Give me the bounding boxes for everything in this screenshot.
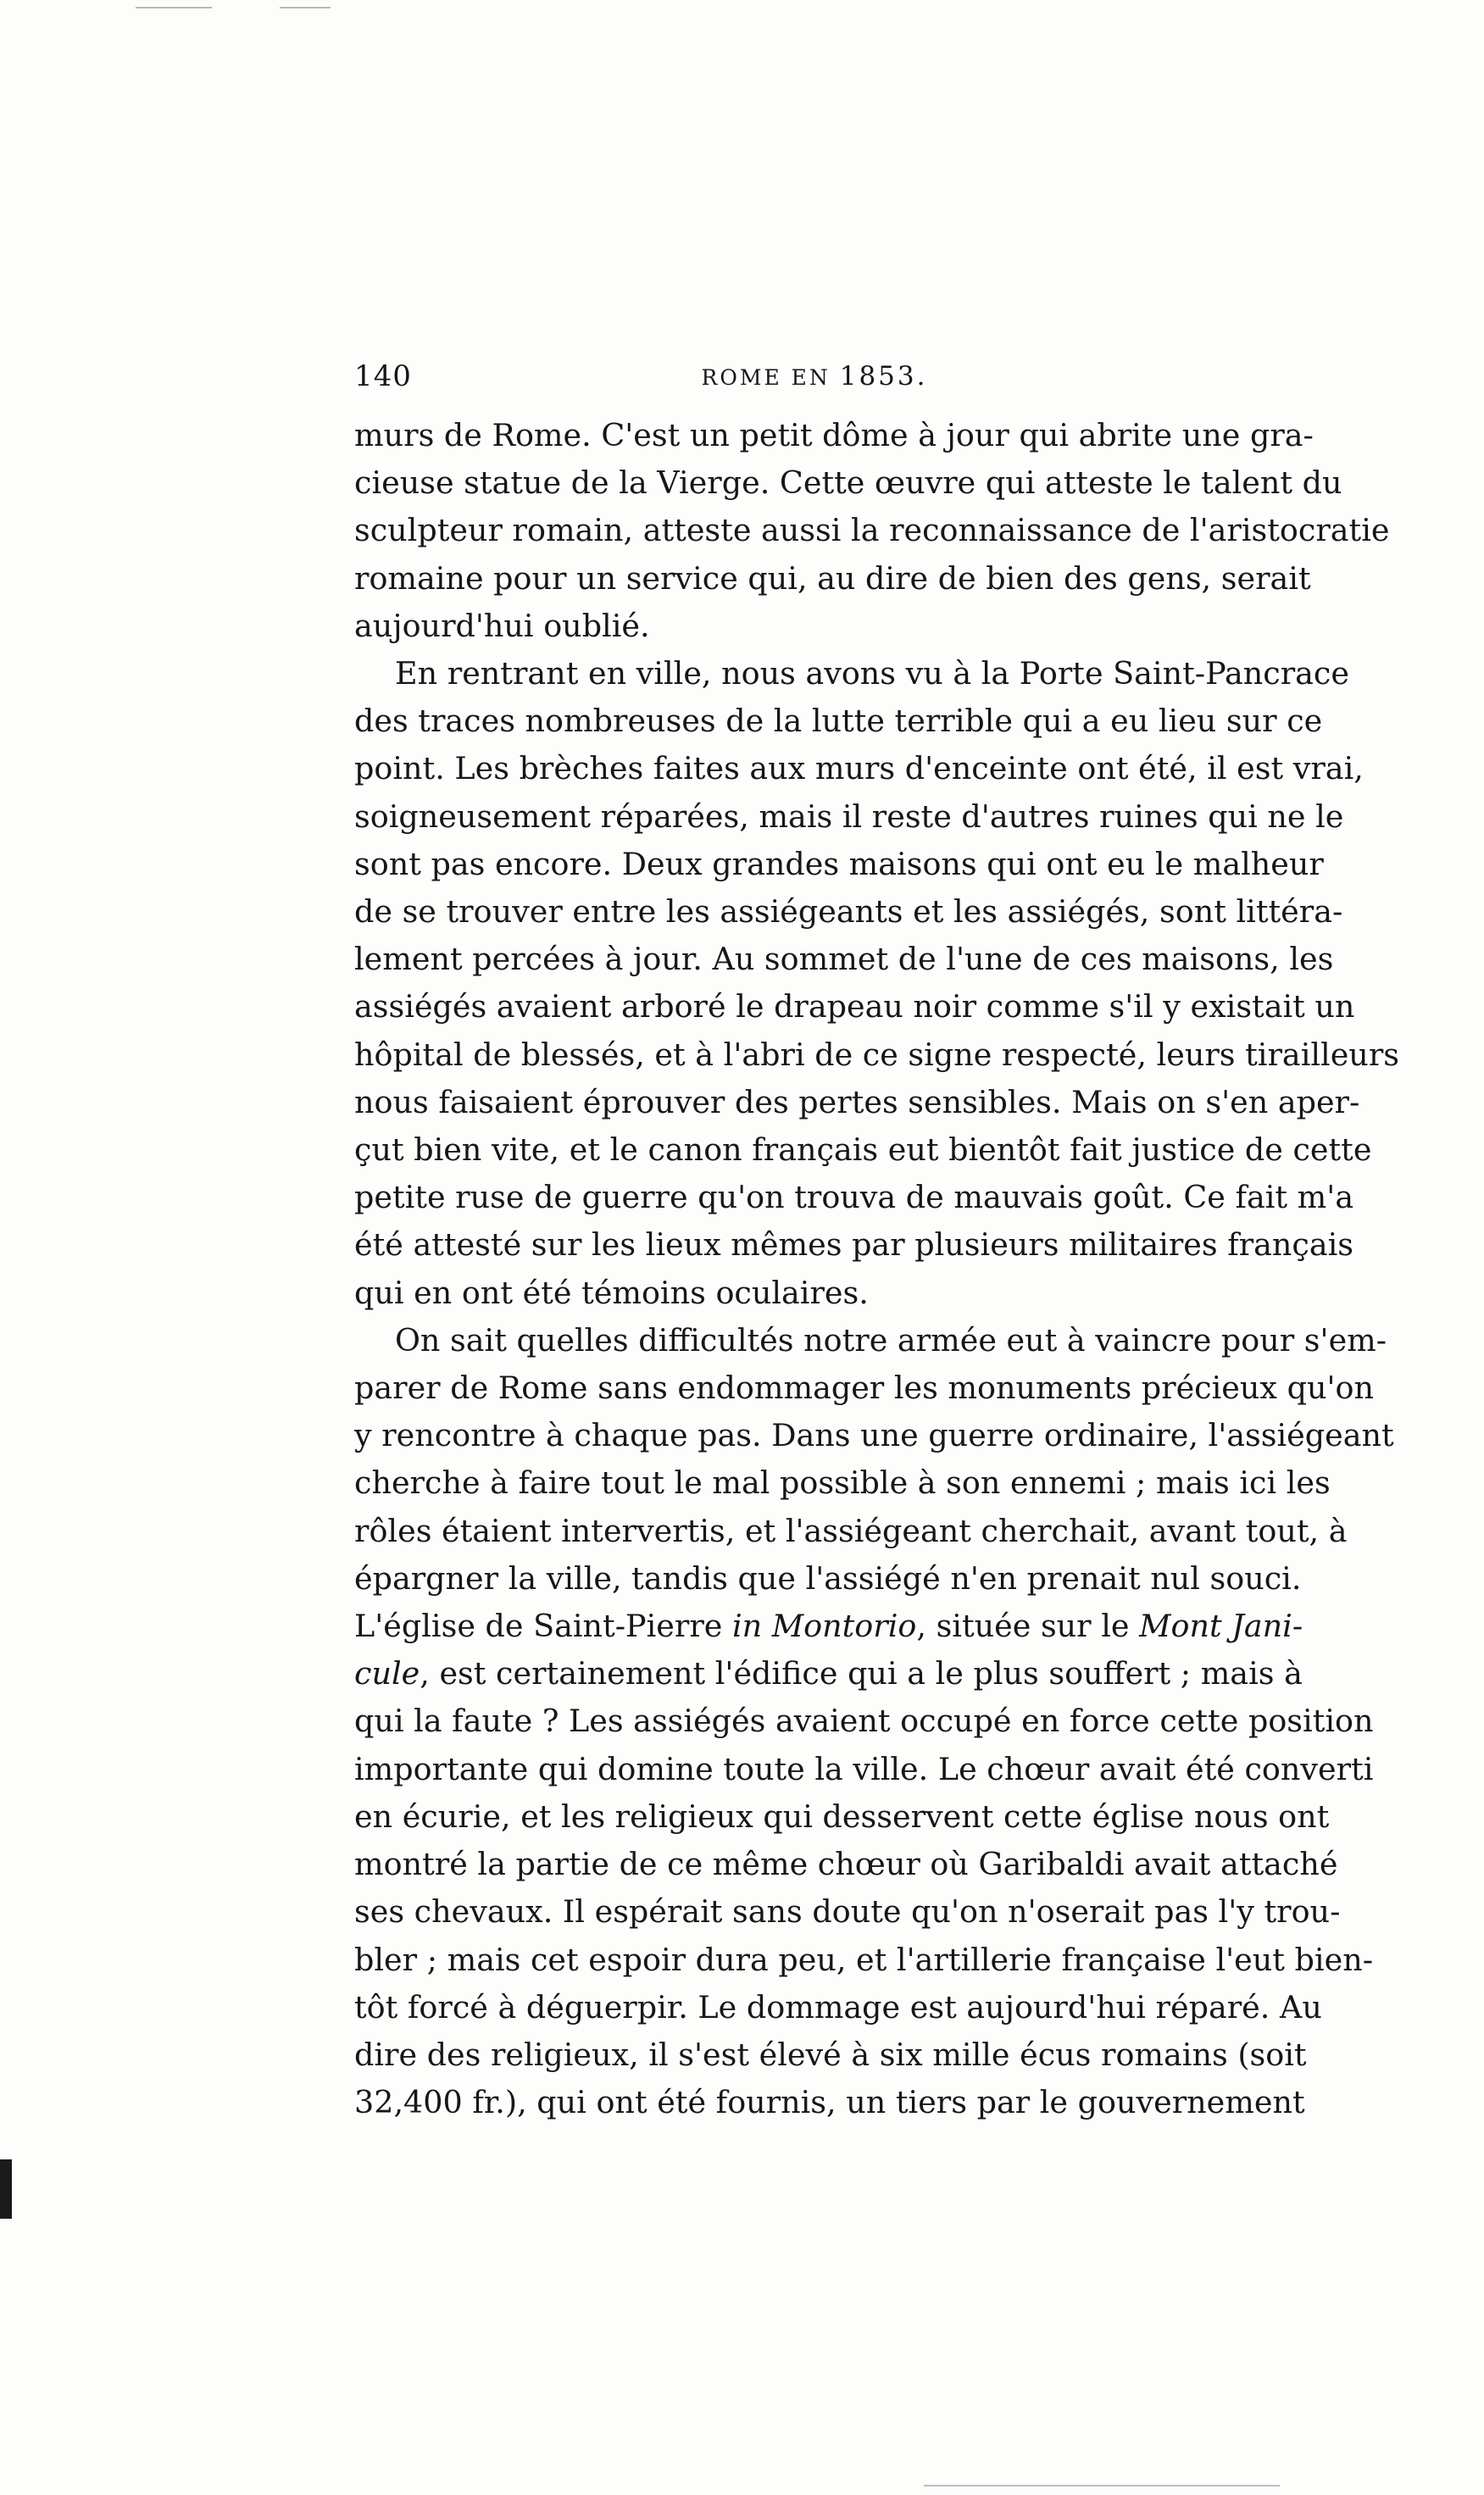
text-line: soigneusement réparées, mais il reste d'autres ruines qui ne le bbox=[354, 797, 1344, 835]
text-line: aujourd'hui oublié. bbox=[354, 607, 650, 644]
scan-edge-top bbox=[136, 7, 212, 8]
paragraph bbox=[354, 1317, 1394, 2126]
page-number: 140 bbox=[354, 359, 412, 393]
text-line: épargner la ville, tandis que l'assiégé n'en prenait nul souci. bbox=[354, 1559, 1302, 1597]
text-line: En rentrant en ville, nous avons vu à la Porte Saint-Pancrace bbox=[395, 655, 1349, 692]
text-line: cieuse statue de la Vierge. Cette œuvre qui atteste le talent du bbox=[354, 464, 1342, 502]
text-line: assiégés avaient arboré le drapeau noir comme s'il y existait un bbox=[354, 988, 1355, 1025]
text-line: sculpteur romain, atteste aussi la reconnaissance de l'aristocratie bbox=[354, 512, 1390, 549]
text-line: cule, est certainement l'édifice qui a le plus souffert ; mais à bbox=[354, 1655, 1303, 1692]
text-line: point. Les brèches faites aux murs d'enceinte ont été, il est vrai, bbox=[354, 750, 1364, 787]
running-title-main: ROME EN bbox=[701, 365, 840, 390]
text-line: çut bien vite, et le canon français eut bientôt fait justice de cette bbox=[354, 1131, 1372, 1169]
text-line: lement percées à jour. Au sommet de l'une de ces maisons, les bbox=[354, 941, 1334, 978]
text-line: ses chevaux. Il espérait sans doute qu'on n'oserait pas l'y trou- bbox=[354, 1893, 1341, 1931]
text-line: 32,400 fr.), qui ont été fournis, un tiers par le gouvernement bbox=[354, 2084, 1305, 2121]
scan-edge-top bbox=[280, 7, 331, 8]
text-line: petite ruse de guerre qu'on trouva de mauvais goût. Ce fait m'a bbox=[354, 1179, 1354, 1216]
scan-edge-mark bbox=[0, 2159, 12, 2219]
text-line: bler ; mais cet espoir dura peu, et l'artillerie française l'eut bien- bbox=[354, 1941, 1374, 1978]
paragraph bbox=[354, 412, 1390, 650]
text-line: été attesté sur les lieux mêmes par plusieurs militaires français bbox=[354, 1226, 1354, 1264]
text-line: y rencontre à chaque pas. Dans une guerre ordinaire, l'assiégeant bbox=[354, 1417, 1394, 1454]
text-line: tôt forcé à déguerpir. Le dommage est aujourd'hui réparé. Au bbox=[354, 1988, 1322, 2025]
text-line: murs de Rome. C'est un petit dôme à jour qui abrite une gra- bbox=[354, 417, 1314, 453]
body-text bbox=[354, 412, 1399, 2126]
text-line: L'église de Saint-Pierre in Montorio, située sur le Mont Jani- bbox=[354, 1608, 1303, 1645]
text-line: cherche à faire tout le mal possible à son ennemi ; mais ici les bbox=[354, 1464, 1331, 1502]
text-line: parer de Rome sans endommager les monuments précieux qu'on bbox=[354, 1370, 1374, 1407]
page-header bbox=[354, 359, 1275, 410]
paragraph bbox=[354, 650, 1399, 1317]
text-line: qui en ont été témoins oculaires. bbox=[354, 1274, 869, 1311]
text-line: romaine pour un service qui, au dire de bien des gens, serait bbox=[354, 559, 1311, 597]
text-line: dire des religieux, il s'est élevé à six mille écus romains (soit bbox=[354, 2036, 1307, 2073]
text-line: On sait quelles difficultés notre armée eut à vaincre pour s'em- bbox=[395, 1321, 1387, 1359]
text-line: rôles étaient intervertis, et l'assiégeant cherchait, avant tout, à bbox=[354, 1512, 1348, 1549]
text-line: montré la partie de ce même chœur où Garibaldi avait attaché bbox=[354, 1846, 1338, 1883]
text-line: hôpital de blessés, et à l'abri de ce signe respecté, leurs tirailleurs bbox=[354, 1036, 1399, 1073]
text-line: de se trouver entre les assiégeants et les assiégés, sont littéra- bbox=[354, 893, 1343, 931]
text-line: nous faisaient éprouver des pertes sensibles. Mais on s'en aper- bbox=[354, 1083, 1360, 1120]
text-line: qui la faute ? Les assiégés avaient occupé en force cette position bbox=[354, 1703, 1374, 1740]
text-line: importante qui domine toute la ville. Le chœur avait été converti bbox=[354, 1750, 1374, 1787]
running-title bbox=[354, 361, 1275, 392]
text-line: des traces nombreuses de la lutte terrible qui a eu lieu sur ce bbox=[354, 703, 1323, 740]
running-title-year: 1853. bbox=[839, 361, 928, 392]
text-line: en écurie, et les religieux qui desservent cette église nous ont bbox=[354, 1798, 1330, 1835]
text-line: sont pas encore. Deux grandes maisons qui ont eu le malheur bbox=[354, 845, 1324, 882]
scan-edge-bottom bbox=[924, 2485, 1280, 2487]
